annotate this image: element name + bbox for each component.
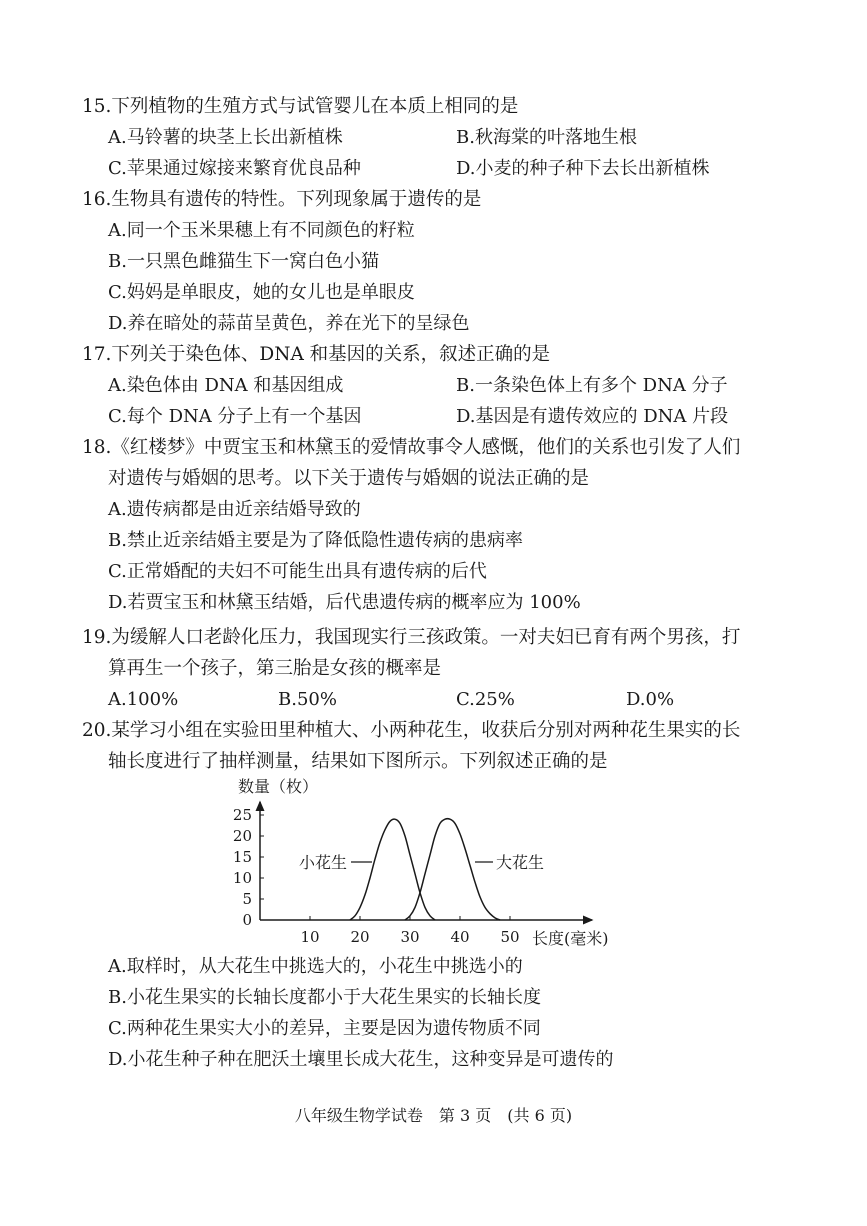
y-tick-label: 0 — [242, 911, 252, 929]
y-tick-label: 15 — [232, 848, 252, 866]
series-label-large: 大花生 — [496, 853, 545, 872]
x-tick-label: 40 — [450, 928, 470, 946]
q18-option-d: D.若贾宝玉和林黛玉结婚，后代患遗传病的概率应为 100% — [108, 592, 581, 613]
q18-option-a: A.遗传病都是由近亲结婚导致的 — [108, 499, 361, 520]
question-20-stem-line-1: 20.某学习小组在实验田里种植大、小两种花生，收获后分别对两种花生果实的长 — [82, 720, 741, 741]
q18-option-c: C.正常婚配的夫妇不可能生出具有遗传病的后代 — [108, 561, 487, 582]
q17-option-d: D.基因是有遗传效应的 DNA 片段 — [456, 406, 729, 427]
question-15-stem: 15.下列植物的生殖方式与试管婴儿在本质上相同的是 — [82, 96, 519, 117]
question-16-stem: 16.生物具有遗传的特性。下列现象属于遗传的是 — [82, 189, 482, 210]
q16-option-b: B.一只黑色雌猫生下一窝白色小猫 — [108, 251, 379, 272]
y-tick-label: 20 — [232, 827, 252, 845]
q15-option-d: D.小麦的种子种下去长出新植株 — [456, 158, 710, 179]
y-tick-label: 25 — [232, 806, 252, 824]
q17-option-b: B.一条染色体上有多个 DNA 分子 — [456, 375, 728, 396]
series-curves — [350, 819, 500, 920]
question-17-stem: 17.下列关于染色体、DNA 和基因的关系，叙述正确的是 — [82, 344, 551, 365]
q16-option-c: C.妈妈是单眼皮，她的女儿也是单眼皮 — [108, 282, 415, 303]
series-line-small-peanut — [350, 819, 435, 920]
q20-option-b: B.小花生果实的长轴长度都小于大花生果实的长轴长度 — [108, 987, 541, 1008]
q20-option-c: C.两种花生果实大小的差异，主要是因为遗传物质不同 — [108, 1018, 541, 1039]
page-footer: 八年级生物学试卷 第 3 页 (共 6 页) — [294, 1106, 573, 1125]
x-tick-label: 30 — [400, 928, 420, 946]
question-18-stem-line-1: 18.《红楼梦》中贾宝玉和林黛玉的爱情故事令人感慨，他们的关系也引发了人们 — [82, 437, 741, 458]
q18-option-b: B.禁止近亲结婚主要是为了降低隐性遗传病的患病率 — [108, 530, 523, 551]
q19-option-d: D.0% — [626, 689, 675, 710]
x-tick-label: 20 — [350, 928, 370, 946]
q15-option-a: A.马铃薯的块茎上长出新植株 — [108, 127, 343, 148]
q16-option-a: A.同一个玉米果穗上有不同颜色的籽粒 — [108, 220, 415, 241]
question-19-stem-line-2: 算再生一个孩子，第三胎是女孩的概率是 — [108, 658, 442, 679]
series-line-large-peanut — [405, 819, 500, 920]
y-axis-label: 数量（枚） — [238, 777, 319, 796]
q20-option-d: D.小花生种子种在肥沃土壤里长成大花生，这种变异是可遗传的 — [108, 1049, 614, 1070]
q17-option-c: C.每个 DNA 分子上有一个基因 — [108, 406, 362, 427]
question-20-stem-line-2: 轴长度进行了抽样测量，结果如下图所示。下列叙述正确的是 — [108, 751, 608, 772]
q19-option-c: C.25% — [456, 689, 515, 710]
q17-option-a: A.染色体由 DNA 和基因组成 — [108, 375, 344, 396]
peanut-length-chart — [220, 772, 620, 952]
question-19-stem-line-1: 19.为缓解人口老龄化压力，我国现实行三孩政策。一对夫妇已育有两个男孩，打 — [82, 627, 741, 648]
y-tick-label: 10 — [232, 869, 252, 887]
q20-option-a: A.取样时，从大花生中挑选大的，小花生中挑选小的 — [108, 956, 523, 977]
q19-option-b: B.50% — [278, 689, 337, 710]
q16-option-d: D.养在暗处的蒜苗呈黄色，养在光下的呈绿色 — [108, 313, 470, 334]
x-tick-label: 10 — [300, 928, 320, 946]
q19-option-a: A.100% — [108, 689, 179, 710]
q15-option-c: C.苹果通过嫁接来繁育优良品种 — [108, 158, 361, 179]
series-label-small: 小花生 — [299, 853, 348, 872]
y-tick-label: 5 — [242, 890, 252, 908]
q15-option-b: B.秋海棠的叶落地生根 — [456, 127, 637, 148]
x-tick-label: 50 — [500, 928, 520, 946]
x-axis-label: 长度(毫米) — [532, 929, 609, 948]
question-18-stem-line-2: 对遗传与婚姻的思考。以下关于遗传与婚姻的说法正确的是 — [108, 468, 590, 489]
